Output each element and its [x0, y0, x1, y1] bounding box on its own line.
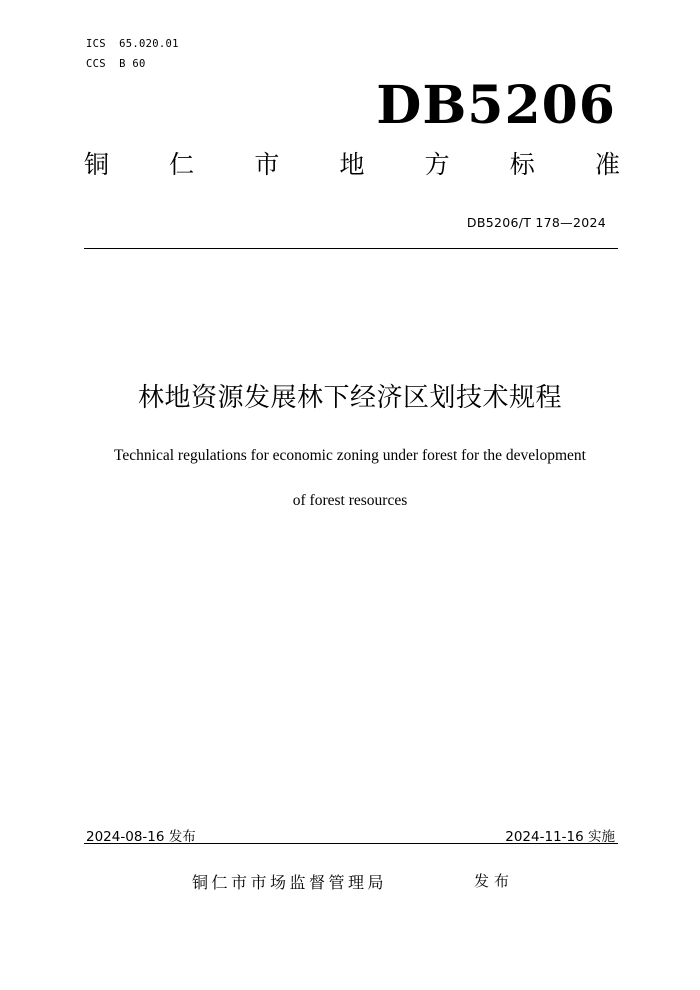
- standard-type-char: 铜: [84, 150, 110, 179]
- standard-type-char: 方: [424, 150, 450, 179]
- standard-type-char: 准: [594, 150, 620, 179]
- standard-type-char: 标: [509, 150, 535, 179]
- issue-date: 2024-08-16 发布: [86, 829, 196, 845]
- title-english-line-1: Technical regulations for economic zoning under forest for the development: [114, 447, 586, 464]
- top-divider: [84, 248, 618, 249]
- standard-number: DB5206/T 178—2024: [466, 215, 606, 230]
- issuing-authority: 铜仁市市场监督管理局: [192, 873, 388, 892]
- issue-label: 发布: [474, 872, 515, 890]
- title-english-line-2: of forest resources: [292, 492, 408, 509]
- standard-type-char: 市: [254, 150, 280, 179]
- title-chinese: 林地资源发展林下经济区划技术规程: [137, 383, 562, 413]
- standard-code: DB5206: [376, 75, 616, 136]
- bottom-divider: [84, 843, 618, 844]
- ccs-code: CCS B 60: [86, 58, 146, 70]
- implementation-date: 2024-11-16 实施: [505, 829, 615, 845]
- ics-code: ICS 65.020.01: [86, 38, 179, 50]
- standard-type-char: 仁: [169, 150, 195, 179]
- standard-type-char: 地: [339, 150, 365, 179]
- standard-type: [84, 152, 620, 177]
